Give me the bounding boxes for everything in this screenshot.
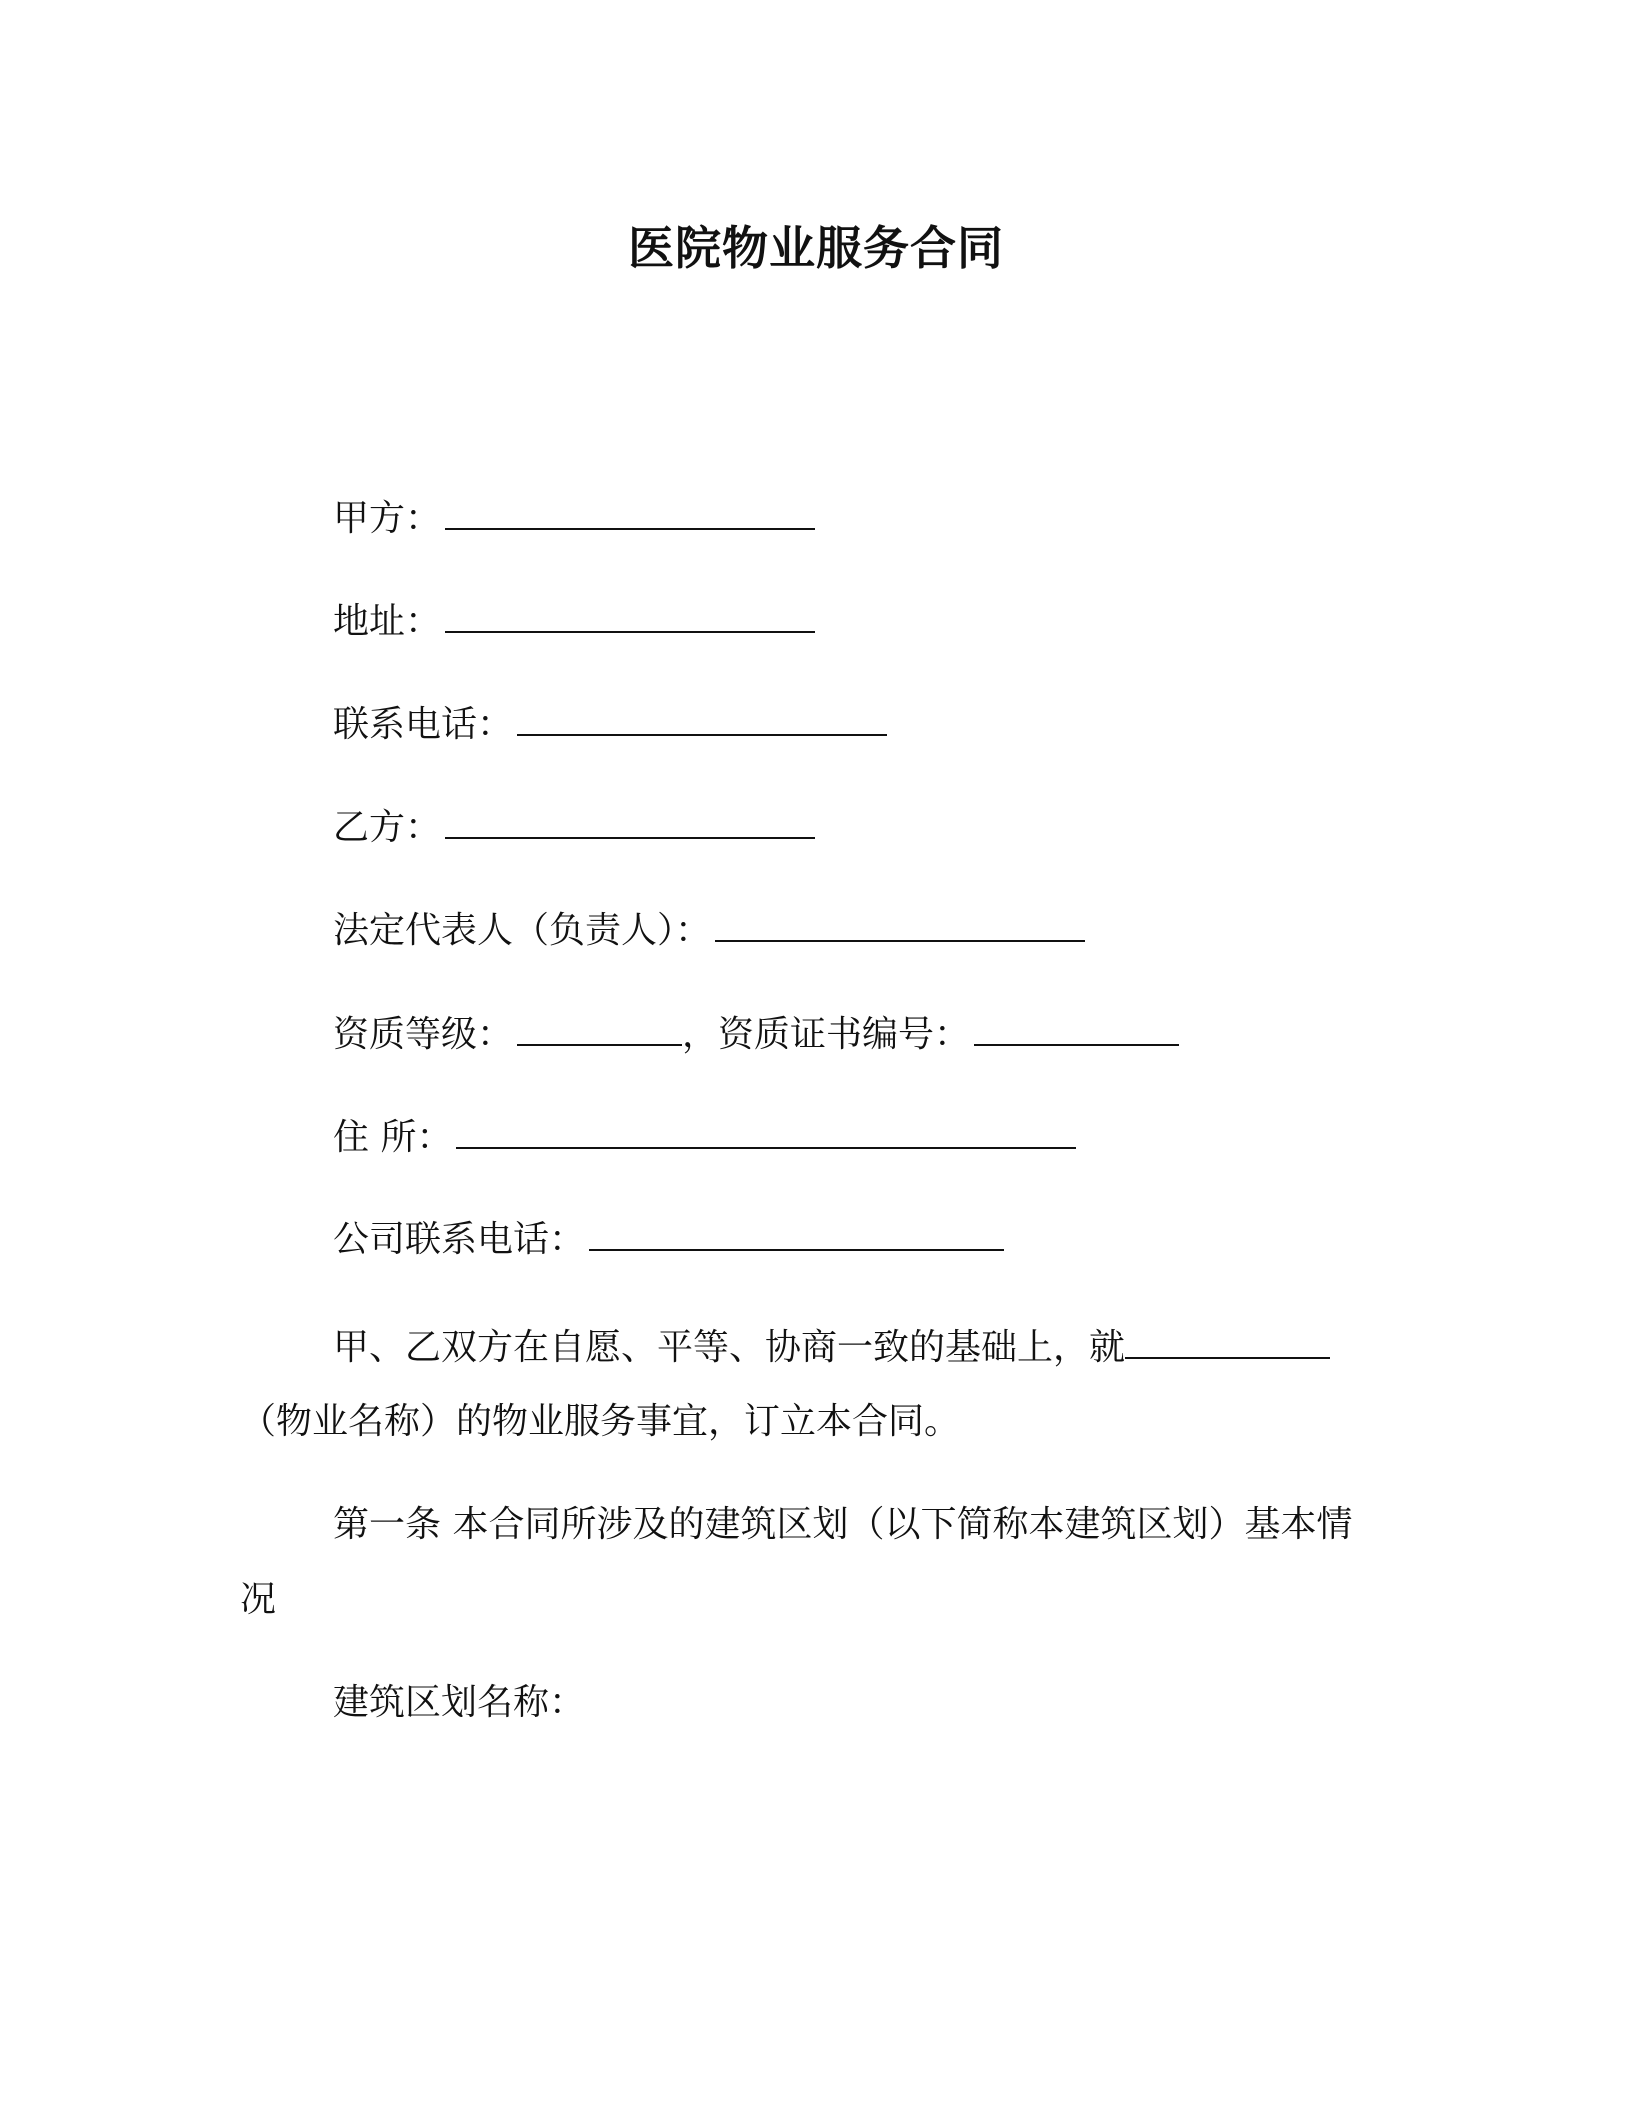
party-a-field [333, 497, 815, 541]
building-name-label: 建筑区划名称： [333, 1682, 586, 1723]
phone-field [333, 703, 887, 747]
address-field [333, 600, 815, 644]
address-blank[interactable] [445, 601, 815, 633]
intro-line-1 [333, 1326, 1330, 1370]
residence-blank[interactable] [456, 1117, 1076, 1149]
phone-blank[interactable] [517, 704, 887, 736]
company-phone-field [333, 1218, 1004, 1262]
intro-line-2: （物业名称）的物业服务事宜，订立本合同。 [240, 1401, 961, 1442]
company-phone-label: 公司联系电话： [333, 1219, 586, 1260]
intro-text-1: 甲、乙双方在自愿、平等、协商一致的基础上，就 [333, 1327, 1126, 1368]
party-b-label: 乙方： [333, 807, 442, 848]
party-b-field [333, 806, 815, 850]
legal-rep-label: 法定代表人（负责人）： [333, 910, 712, 951]
party-b-blank[interactable] [445, 807, 815, 839]
residence-field [333, 1116, 1076, 1160]
qualification-level-label: 资质等级： [333, 1014, 514, 1055]
party-a-blank[interactable] [445, 498, 815, 530]
legal-rep-blank[interactable] [715, 910, 1085, 942]
article1-line-1: 第一条 本合同所涉及的建筑区划（以下简称本建筑区划）基本情 [333, 1504, 1353, 1545]
document-title: 医院物业服务合同 [628, 221, 1004, 275]
article1-line-2: 况 [240, 1579, 277, 1620]
address-label: 地址： [333, 601, 442, 642]
company-phone-blank[interactable] [589, 1219, 1004, 1251]
legal-rep-field [333, 909, 1085, 953]
qualification-cert-blank[interactable] [974, 1014, 1179, 1046]
phone-label: 联系电话： [333, 704, 514, 745]
residence-label: 住 所： [333, 1117, 453, 1158]
property-name-blank[interactable] [1125, 1327, 1330, 1359]
qualification-field [333, 1013, 1179, 1057]
party-a-label: 甲方： [333, 498, 442, 539]
qualification-cert-label: ，资质证书编号： [682, 1014, 971, 1055]
qualification-level-blank[interactable] [517, 1014, 682, 1046]
